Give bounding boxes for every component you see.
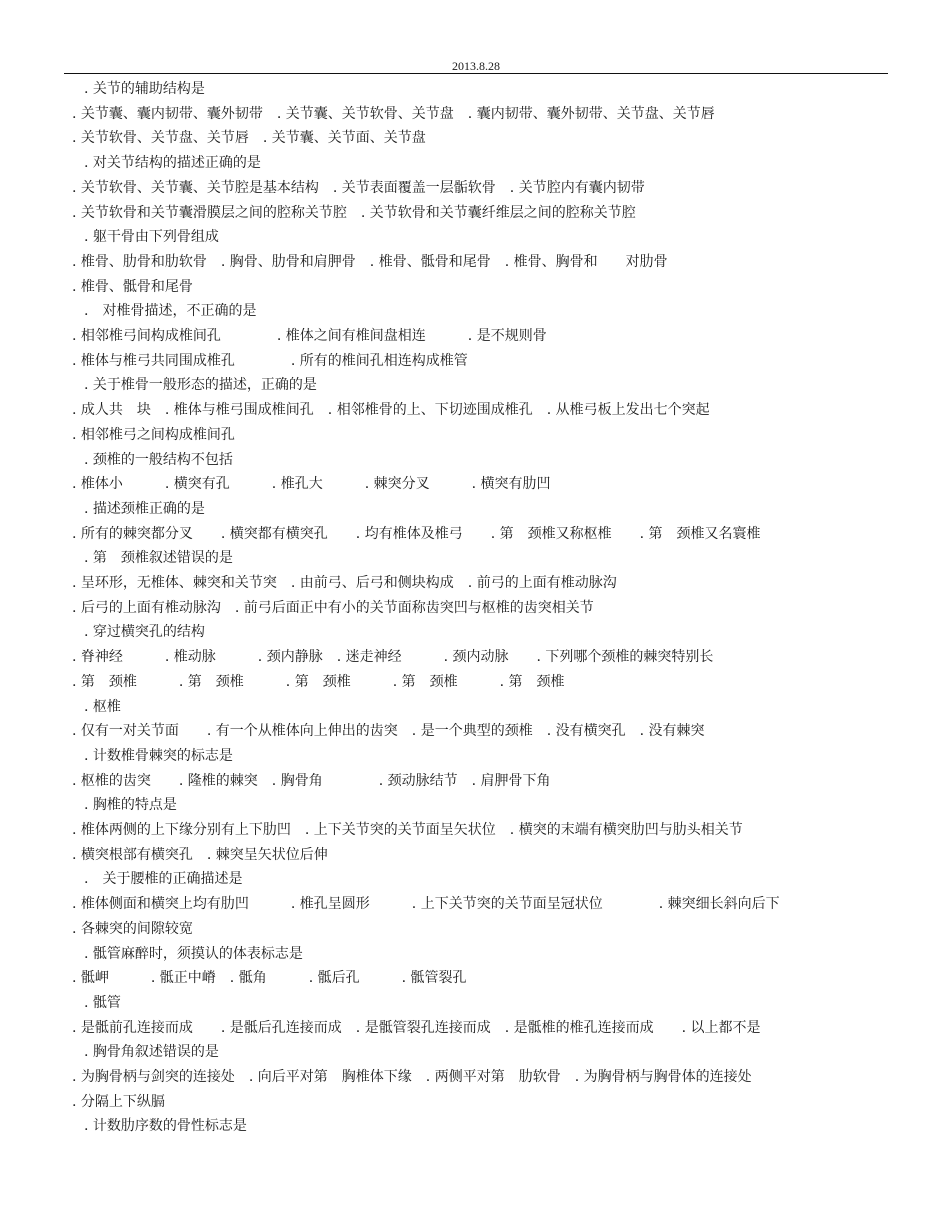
- answer-options-line: . 脊神经 . 椎动脉 . 颈内静脉 . 迷走神经 . 颈内动脉 . 下列哪个颈椎的棘突特别长: [72, 649, 714, 666]
- answer-options-line: . 椎体侧面和横突上均有肋凹 . 椎孔呈圆形 . 上下关节突的关节面呈冠状位 . 棘突细长斜向后下: [72, 896, 780, 913]
- answer-options-line: . 各棘突的间隙较宽: [72, 920, 193, 937]
- question-stem: . 关于腰椎的正确描述是: [84, 871, 243, 888]
- answer-options-line: . 关节囊、囊内韧带、囊外韧带 . 关节囊、关节软骨、关节盘 . 囊内韧带、囊外韧带、关节盘、关节唇: [72, 105, 715, 122]
- question-stem: . 描述颈椎正确的是: [84, 500, 205, 517]
- answer-options-line: . 仅有一对关节面 . 有一个从椎体向上伸出的齿突 . 是一个典型的颈椎 . 没有横突孔 . 没有棘突: [72, 723, 705, 740]
- question-stem: . 颈椎的一般结构不包括: [84, 451, 233, 468]
- question-stem: . 躯干骨由下列骨组成: [84, 229, 219, 246]
- question-stem: . 胸椎的特点是: [84, 797, 177, 814]
- header-rule: [64, 73, 888, 74]
- question-stem: . 关于椎骨一般形态的描述，正确的是: [84, 377, 317, 394]
- answer-options-line: . 第 颈椎 . 第 颈椎 . 第 颈椎 . 第 颈椎 . 第 颈椎: [72, 673, 565, 690]
- page-header-date: 2013.8.28: [452, 59, 500, 73]
- question-stem: . 对椎骨描述，不正确的是: [84, 303, 257, 320]
- answer-options-line: . 为胸骨柄与剑突的连接处 . 向后平对第 胸椎体下缘 . 两侧平对第 肋软骨 . 为胸骨柄与胸骨体的连接处: [72, 1069, 752, 1085]
- answer-options-line: . 所有的棘突都分叉 . 横突都有横突孔 . 均有椎体及椎弓 . 第 颈椎又称枢椎 . 第 颈椎又名寰椎: [72, 525, 761, 542]
- answer-options-line: . 相邻椎弓间构成椎间孔 . 椎体之间有椎间盘相连 . 是不规则骨: [72, 328, 547, 344]
- answer-options-line: . 椎体小 . 横突有孔 . 椎孔大 . 棘突分叉 . 横突有肋凹: [72, 476, 551, 493]
- answer-options-line: . 椎体与椎弓共同围成椎孔 . 所有的椎间孔相连构成椎管: [72, 352, 468, 369]
- answer-options-line: . 椎体两侧的上下缘分别有上下肋凹 . 上下关节突的关节面呈矢状位 . 横突的末端有横突肋凹与肋头相关节: [72, 822, 743, 838]
- question-stem: . 计数椎骨棘突的标志是: [84, 747, 233, 764]
- answer-options-line: . 是骶前孔连接而成 . 是骶后孔连接而成 . 是骶管裂孔连接而成 . 是骶椎的椎孔连接而成 . 以上都不是: [72, 1019, 761, 1036]
- question-stem: . 计数肋序数的骨性标志是: [84, 1118, 247, 1135]
- answer-options-line: . 分隔上下纵膈: [72, 1093, 165, 1110]
- question-stem: . 骶管: [84, 994, 121, 1011]
- answer-options-line: . 骶岬 . 骶正中嵴 . 骶角 . 骶后孔 . 骶管裂孔: [72, 970, 467, 987]
- answer-options-line: . 椎骨、骶骨和尾骨: [72, 278, 193, 295]
- answer-options-line: . 呈环形，无椎体、棘突和关节突 . 由前弓、后弓和侧块构成 . 前弓的上面有椎动脉沟: [72, 575, 617, 591]
- question-stem: . 穿过横突孔的结构: [84, 624, 205, 641]
- answer-options-line: . 相邻椎弓之间构成椎间孔: [72, 426, 235, 443]
- answer-options-line: . 成人共 块 . 椎体与椎弓围成椎间孔 . 相邻椎骨的上、下切迹围成椎孔 . 从椎弓板上发出七个突起: [72, 402, 710, 419]
- answer-options-line: . 横突根部有横突孔 . 棘突呈矢状位后伸: [72, 846, 328, 863]
- answer-options-line: . 枢椎的齿突 . 隆椎的棘突 . 胸骨角 . 颈动脉结节 . 肩胛骨下角: [72, 772, 551, 789]
- question-stem: . 第 颈椎叙述错误的是: [84, 550, 233, 567]
- question-stem: . 胸骨角叙述错误的是: [84, 1044, 219, 1061]
- answer-options-line: . 关节软骨、关节盘、关节唇 . 关节囊、关节面、关节盘: [72, 130, 426, 147]
- question-stem: . 枢椎: [84, 698, 121, 715]
- answer-options-line: . 关节软骨、关节囊、关节腔是基本结构 . 关节表面覆盖一层骺软骨 . 关节腔内有囊内韧带: [72, 179, 645, 196]
- answer-options-line: . 椎骨、肋骨和肋软骨 . 胸骨、肋骨和肩胛骨 . 椎骨、骶骨和尾骨 . 椎骨、胸骨和 对肋骨: [72, 253, 668, 270]
- answer-options-line: . 关节软骨和关节囊滑膜层之间的腔称关节腔 . 关节软骨和关节囊纤维层之间的腔称关节腔: [72, 204, 636, 221]
- question-stem: . 骶管麻醉时，须摸认的体表标志是: [84, 945, 303, 962]
- question-stem: . 关节的辅助结构是: [84, 81, 205, 97]
- question-stem: . 对关节结构的描述正确的是: [84, 155, 261, 172]
- answer-options-line: . 后弓的上面有椎动脉沟 . 前弓后面正中有小的关节面称齿突凹与枢椎的齿突相关节: [72, 599, 594, 616]
